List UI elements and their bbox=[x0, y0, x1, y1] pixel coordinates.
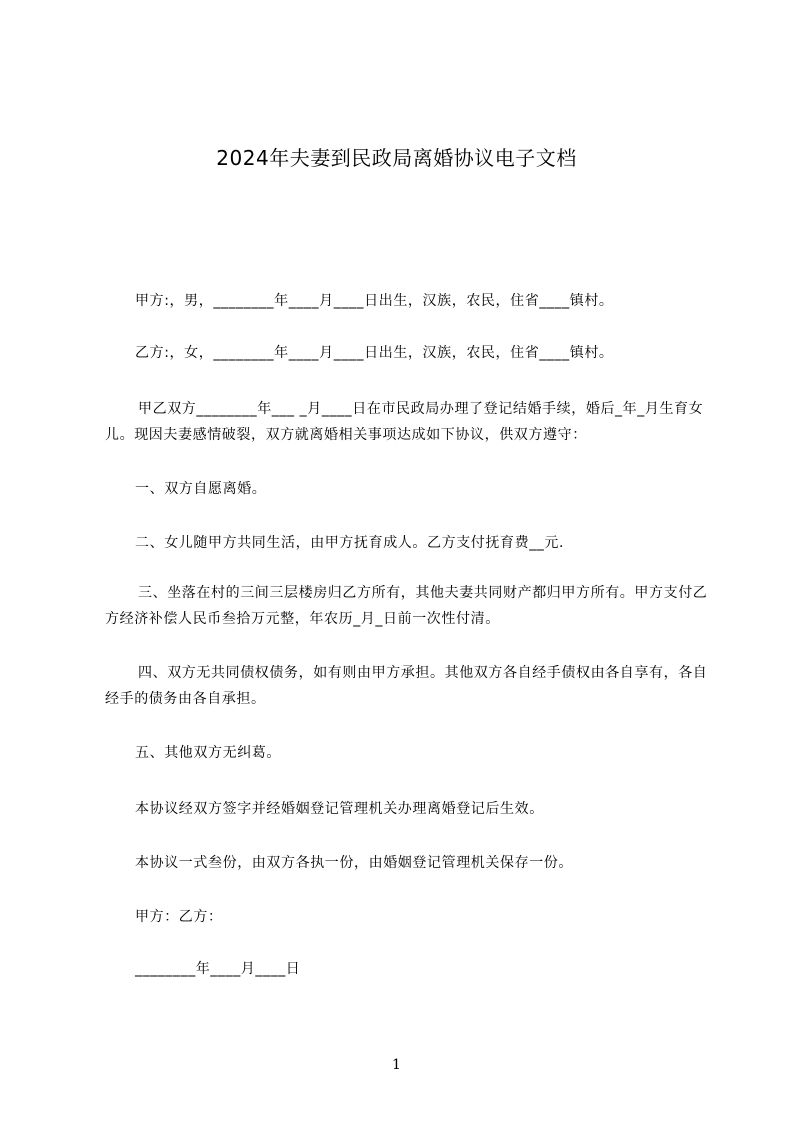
clause-2: 二、女儿随甲方共同生活，由甲方抚育成人。乙方支付抚育费__元. bbox=[135, 535, 565, 551]
effective-clause: 本协议经双方签字并经婚姻登记管理机关办理离婚登记后生效。 bbox=[135, 801, 544, 817]
signature-date: ________年____月____日 bbox=[135, 961, 301, 977]
signature-parties: 甲方：乙方： bbox=[135, 909, 223, 925]
clause-4: 四、双方无共同债权债务，如有则由甲方承担。其他双方各自经手债权由各自享有，各自经手的债务由各自承担。 bbox=[105, 665, 708, 707]
party-a-info: 甲方:，男，________年____月____日出生，汉族，农民，住省____镇村。 bbox=[135, 293, 614, 309]
clause-5: 五、其他双方无纠葛。 bbox=[135, 745, 281, 761]
copies-clause: 本协议一式叁份，由双方各执一份，由婚姻登记管理机关保存一份。 bbox=[135, 855, 573, 871]
party-b-info: 乙方:，女，________年____月____日出生，汉族，农民，住省____镇村。 bbox=[135, 345, 614, 361]
marriage-background: 甲乙双方________年___ _月____日在市民政局办理了登记结婚手续，婚后_年_月生育女儿。现因夫妻感情破裂，双方就离婚相关事项达成如下协议，供双方遵守： bbox=[105, 401, 704, 443]
document-title: 2024年夫妻到民政局离婚协议电子文档 bbox=[216, 146, 577, 170]
clause-1: 一、双方自愿离婚。 bbox=[135, 481, 267, 497]
clause-3: 三、坐落在村的三间三层楼房归乙方所有，其他夫妻共同财产都归甲方所有。甲方支付乙方经济补偿人民币叁拾万元整，年农历_月_日前一次性付清。 bbox=[105, 585, 708, 627]
page-number: 1 bbox=[392, 1057, 401, 1073]
